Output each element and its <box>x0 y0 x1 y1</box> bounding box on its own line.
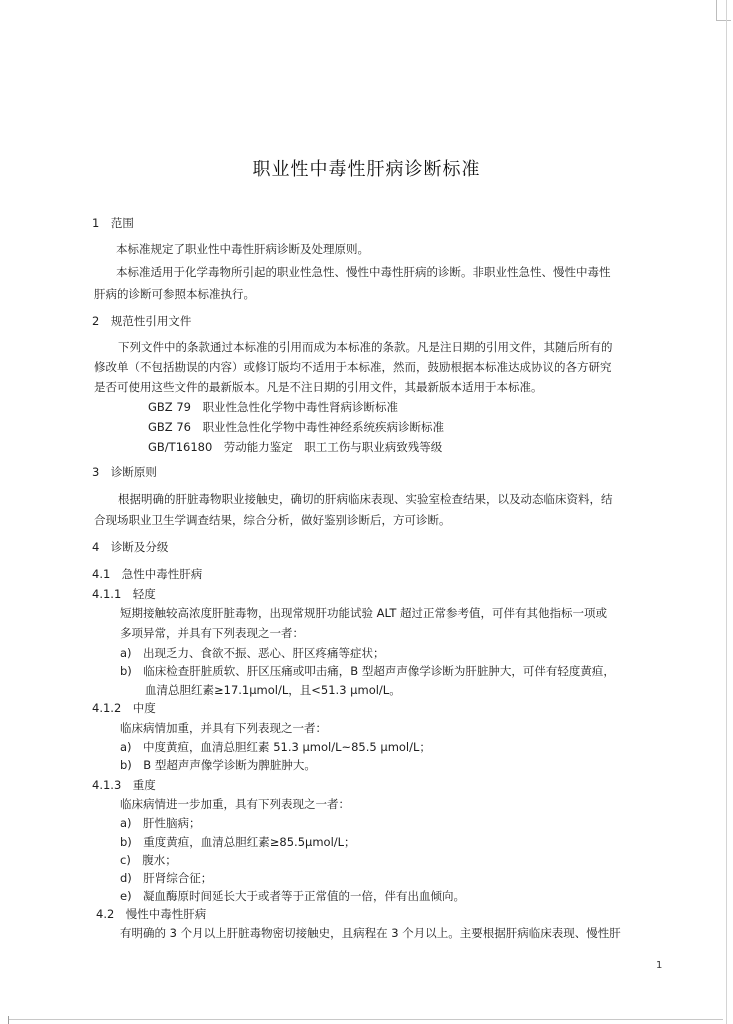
section-1-paragraph-2-line-1: 本标准适用于化学毒物所引起的职业性急性、慢性中毒性肝病的诊断。非职业性急性、慢性中毒性 <box>116 265 611 279</box>
section-3-heading: 3 诊断原则 <box>92 465 157 479</box>
scan-corner-mark <box>716 0 731 21</box>
section-4-1-1-heading: 4.1.1 轻度 <box>92 587 156 601</box>
section-4-1-2-heading: 4.1.2 中度 <box>92 701 156 715</box>
reference-item: GBZ 76 职业性急性化学物中毒性神经系统疾病诊断标准 <box>148 420 444 434</box>
list-item-b: b) 重度黄疸，血清总胆红素≥85.5μmol/L； <box>120 835 356 849</box>
reference-item: GBZ 79 职业性急性化学物中毒性肾病诊断标准 <box>148 400 398 414</box>
list-item-b: b) B 型超声声像学诊断为脾脏肿大。 <box>120 758 316 772</box>
section-1-paragraph-2-line-2: 肝病的诊断可参照本标准执行。 <box>94 287 255 301</box>
section-1-paragraph-1: 本标准规定了职业性中毒性肝病诊断及处理原则。 <box>116 242 369 256</box>
list-item-e: e) 凝血酶原时间延长大于或者等于正常值的一倍，伴有出血倾向。 <box>120 889 466 903</box>
section-4-heading: 4 诊断及分级 <box>92 540 169 554</box>
section-2-paragraph-line-2: 修改单（不包括勘误的内容）或修订版均不适用于本标准，然而，鼓励根据本标准达成协议的各方研究 <box>94 360 612 374</box>
section-3-paragraph-line-2: 合现场职业卫生学调查结果，综合分析，做好鉴别诊断后，方可诊断。 <box>94 513 451 527</box>
scan-edge-right <box>726 0 727 1024</box>
section-4-1-3-heading: 4.1.3 重度 <box>92 778 156 792</box>
list-item-b-line-1: b) 临床检查肝脏质软、肝区压痛或叩击痛，B 型超声声像学诊断为肝脏肿大，可伴有轻度黄疸， <box>120 664 615 678</box>
list-item-c: c) 腹水； <box>120 853 177 867</box>
section-2-paragraph-line-1: 下列文件中的条款通过本标准的引用而成为本标准的条款。凡是注日期的引用文件，其随后所有的 <box>118 340 613 354</box>
section-2-heading: 2 规范性引用文件 <box>92 314 192 328</box>
section-4-2-heading: 4.2 慢性中毒性肝病 <box>96 907 207 921</box>
document-title: 职业性中毒性肝病诊断标准 <box>252 159 481 180</box>
list-item-a: a) 出现乏力、食欲不振、恶心、肝区疼痛等症状； <box>120 646 385 660</box>
section-4-2-paragraph-line-1: 有明确的 3 个月以上肝脏毒物密切接触史，且病程在 3 个月以上。主要根据肝病临床表现、慢性肝 <box>120 926 621 940</box>
section-2-paragraph-line-3: 是否可使用这些文件的最新版本。凡是不注日期的引用文件，其最新版本适用于本标准。 <box>94 380 543 394</box>
list-item-d: d) 肝肾综合征； <box>120 871 213 885</box>
scan-edge-bottom <box>8 1019 723 1020</box>
list-item-a: a) 中度黄疸，血清总胆红素 51.3 μmol/L~85.5 μmol/L； <box>120 740 431 754</box>
section-4-1-1-paragraph-line-2: 多项异常，并具有下列表现之一者： <box>120 626 304 640</box>
section-4-1-2-intro: 临床病情加重，并具有下列表现之一者： <box>120 721 327 735</box>
section-4-1-3-intro: 临床病情进一步加重，具有下列表现之一者： <box>120 797 350 811</box>
list-item-b-line-2: 血清总胆红素≥17.1μmol/L，且<51.3 μmol/L。 <box>145 683 401 697</box>
section-4-1-heading: 4.1 急性中毒性肝病 <box>92 567 203 581</box>
section-1-heading: 1 范围 <box>92 216 134 230</box>
section-4-1-1-paragraph-line-1: 短期接触较高浓度肝脏毒物，出现常规肝功能试验 ALT 超过正常参考值，可伴有其他指标一项或 <box>120 606 608 620</box>
list-item-a: a) 肝性脑病； <box>120 816 201 830</box>
page-number: 1 <box>656 960 663 971</box>
reference-item: GB/T16180 劳动能力鉴定 职工工伤与职业病致残等级 <box>148 440 443 454</box>
section-3-paragraph-line-1: 根据明确的肝脏毒物职业接触史，确切的肝病临床表现、实验室检查结果，以及动态临床资料，结 <box>118 492 613 506</box>
scan-tick-left <box>8 1016 9 1024</box>
